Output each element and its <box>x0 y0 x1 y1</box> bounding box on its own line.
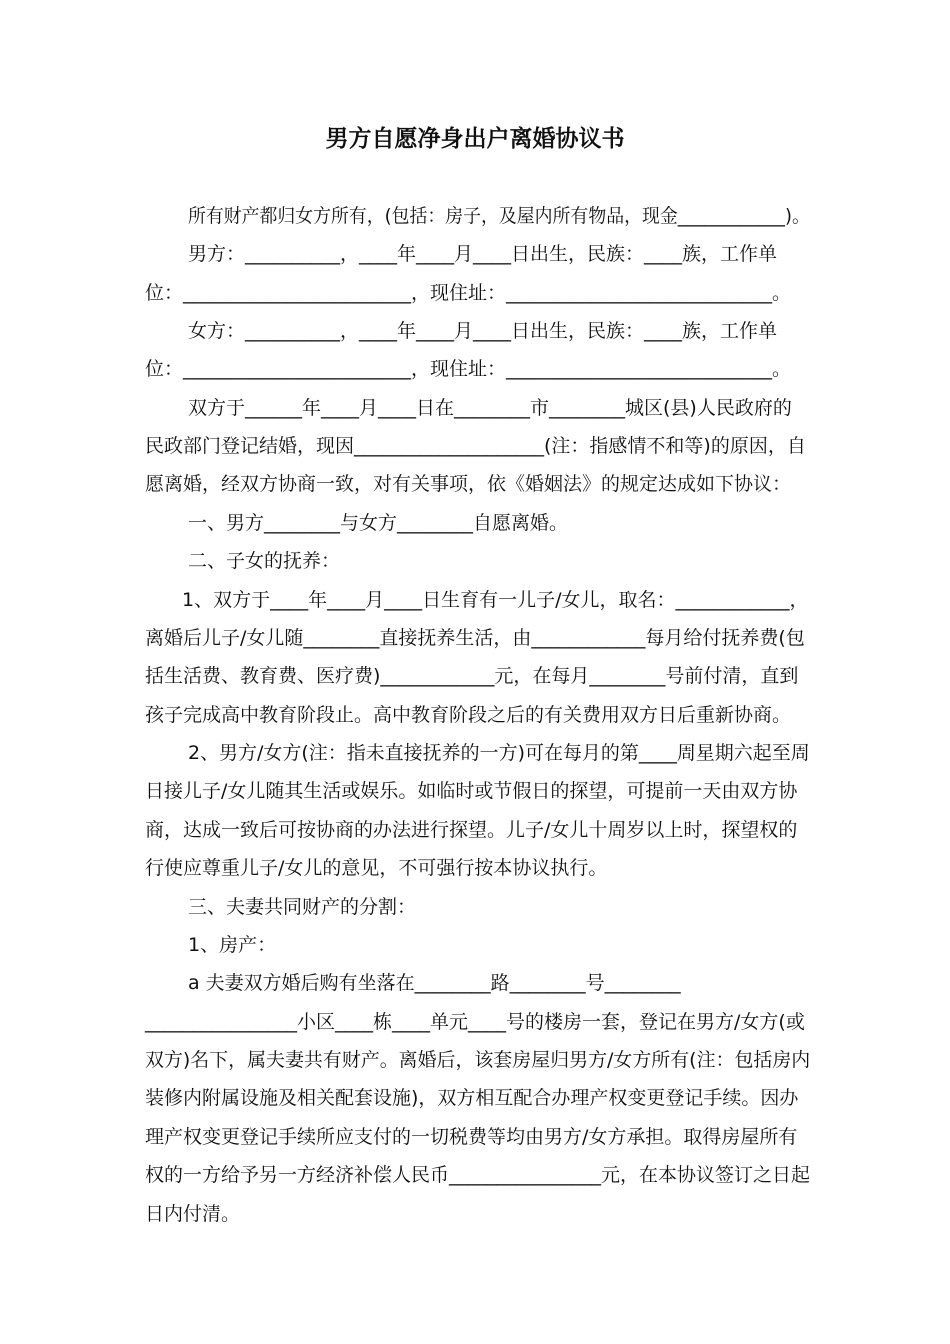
paragraph-line: 愿离婚，经双方协商一致，对有关事项，依《婚姻法》的规定达成如下协议： <box>145 473 792 495</box>
paragraph-line: 2、男方/女方(注：指未直接抚养的一方)可在每月的第____周星期六起至周 <box>188 742 810 764</box>
paragraph-line: 孩子完成高中教育阶段止。高中教育阶段之后的有关费用双方日后重新协商。 <box>145 704 792 726</box>
paragraph-line: 商，达成一致后可按协商的办法进行探望。儿子/女儿十周岁以上时，探望权的 <box>145 819 798 841</box>
paragraph-line: 男方：__________，____年____月____日出生，民族：____族，工作单 <box>188 243 778 265</box>
paragraph-line: 民政部门登记结婚，现因____________________(注：指感情不和等)的原因，自 <box>145 435 806 457</box>
paragraph-line: 权的一方给予另一方经济补偿人民币________________元，在本协议签订之日起 <box>145 1164 811 1186</box>
paragraph-line: 日接儿子/女儿随其生活或娱乐。如临时或节假日的探望，可提前一天由双方协 <box>145 780 798 802</box>
paragraph-line: 位：________________________，现住址：____________________________。 <box>145 358 792 380</box>
section-heading: 三、夫妻共同财产的分割： <box>188 896 417 918</box>
section-heading: 二、子女的抚养： <box>188 550 341 572</box>
paragraph-line: 所有财产都归女方所有，(包括：房子，及屋内所有物品，现金____________)。 <box>188 205 810 227</box>
section-heading: 1、房产： <box>188 934 277 956</box>
paragraph-line: 行使应尊重儿子/女儿的意见，不可强行按本协议执行。 <box>145 857 608 879</box>
section-heading: 一、男方________与女方________自愿离婚。 <box>188 512 569 534</box>
paragraph-line: 1、双方于____年____月____日生育有一儿子/女儿，取名：____________， <box>182 589 809 611</box>
paragraph-line: 装修内附属设施及相关配套设施)，双方相互配合办理产权变更登记手续。因办 <box>145 1087 799 1109</box>
paragraph-line: a 夫妻双方婚后购有坐落在________路________号________ <box>188 972 681 994</box>
paragraph-line: 位：________________________，现住址：____________________________。 <box>145 282 792 304</box>
paragraph-line: 理产权变更登记手续所应支付的一切税费等均由男方/女方承担。取得房屋所有 <box>145 1126 798 1148</box>
paragraph-line: 日内付清。 <box>145 1203 241 1225</box>
paragraph-line: 双方)名下，属夫妻共有财产。离婚后，该套房屋归男方/女方所有(注：包括房内 <box>145 1049 811 1071</box>
paragraph-line: 女方：__________，____年____月____日出生，民族：____族，工作单 <box>188 320 778 342</box>
paragraph-line: 括生活费、教育费、医疗费)____________元，在每月________号前付清，直到 <box>145 665 799 687</box>
paragraph-line: ________________小区____栋____单元____号的楼房一套，登记在男方/女方(或 <box>145 1011 805 1033</box>
paragraph-line: 双方于______年____月____日在________市________城区(县)人民政府的 <box>188 397 792 419</box>
document-title: 男方自愿净身出户离婚协议书 <box>325 126 625 152</box>
paragraph-line: 离婚后儿子/女儿随________直接抚养生活，由____________每月给付抚养费(包 <box>145 627 805 649</box>
